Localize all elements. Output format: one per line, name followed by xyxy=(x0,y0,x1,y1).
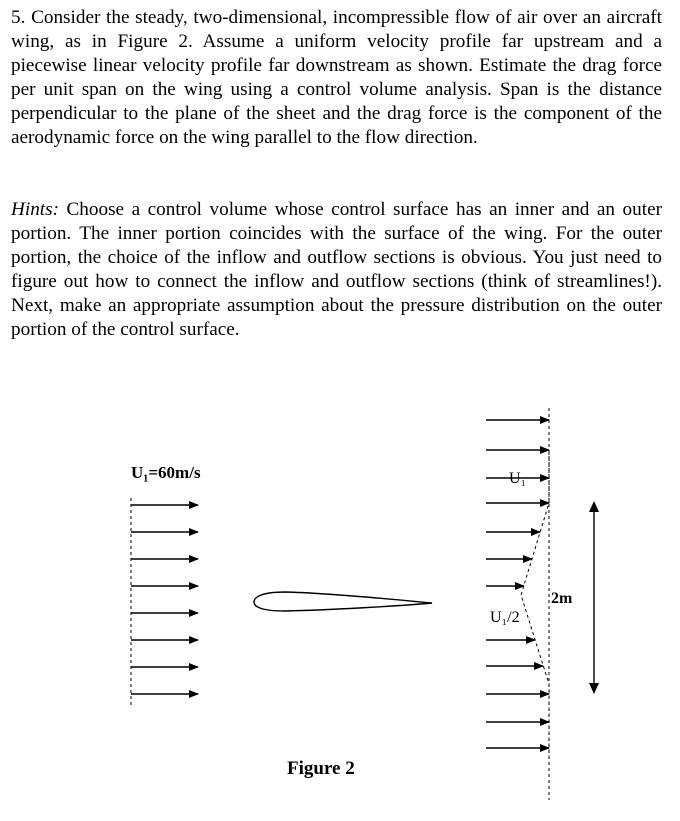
downstream-top-velocity-label: U₁ xyxy=(509,470,527,487)
airfoil xyxy=(254,592,432,611)
height-dimension-label: 2m xyxy=(551,590,573,607)
hints-text: Choose a control volume whose control surface has an inner and an outer portion. The inner portion coincides with the surface of the wing. For the outer portion, the choice of the inflow and outflow sections is obvious. You just need to figure out how to connect the inflow and outflow sections (think of streamlines!). Next, make an appropriate assumption about the pressure distribution on the outer portion of the control surface. xyxy=(11,199,662,340)
height-dimension-arrow xyxy=(589,501,599,694)
hints-label: Hints: xyxy=(11,199,59,220)
problem-statement: 5. Consider the steady, two-dimensional, incompressible flow of air over an aircraft wing, as in Figure 2. Assume a uniform velocity profile far upstream and a piecewise linear velocity profile far downstream as shown. Estimate the drag force per unit span on the wing using a control volume analysis. Span is the distance perpendicular to the plane of the sheet and the drag force is the component of the aerodynamic force on the wing parallel to the flow direction. xyxy=(11,7,662,148)
downstream-mid-velocity-label: U₁/2 xyxy=(490,609,520,626)
upstream-velocity-profile xyxy=(131,498,198,706)
upstream-velocity-label: U₁=60m/s xyxy=(131,463,201,482)
downstream-velocity-profile xyxy=(486,408,549,800)
figure-caption: Figure 2 xyxy=(287,758,355,779)
